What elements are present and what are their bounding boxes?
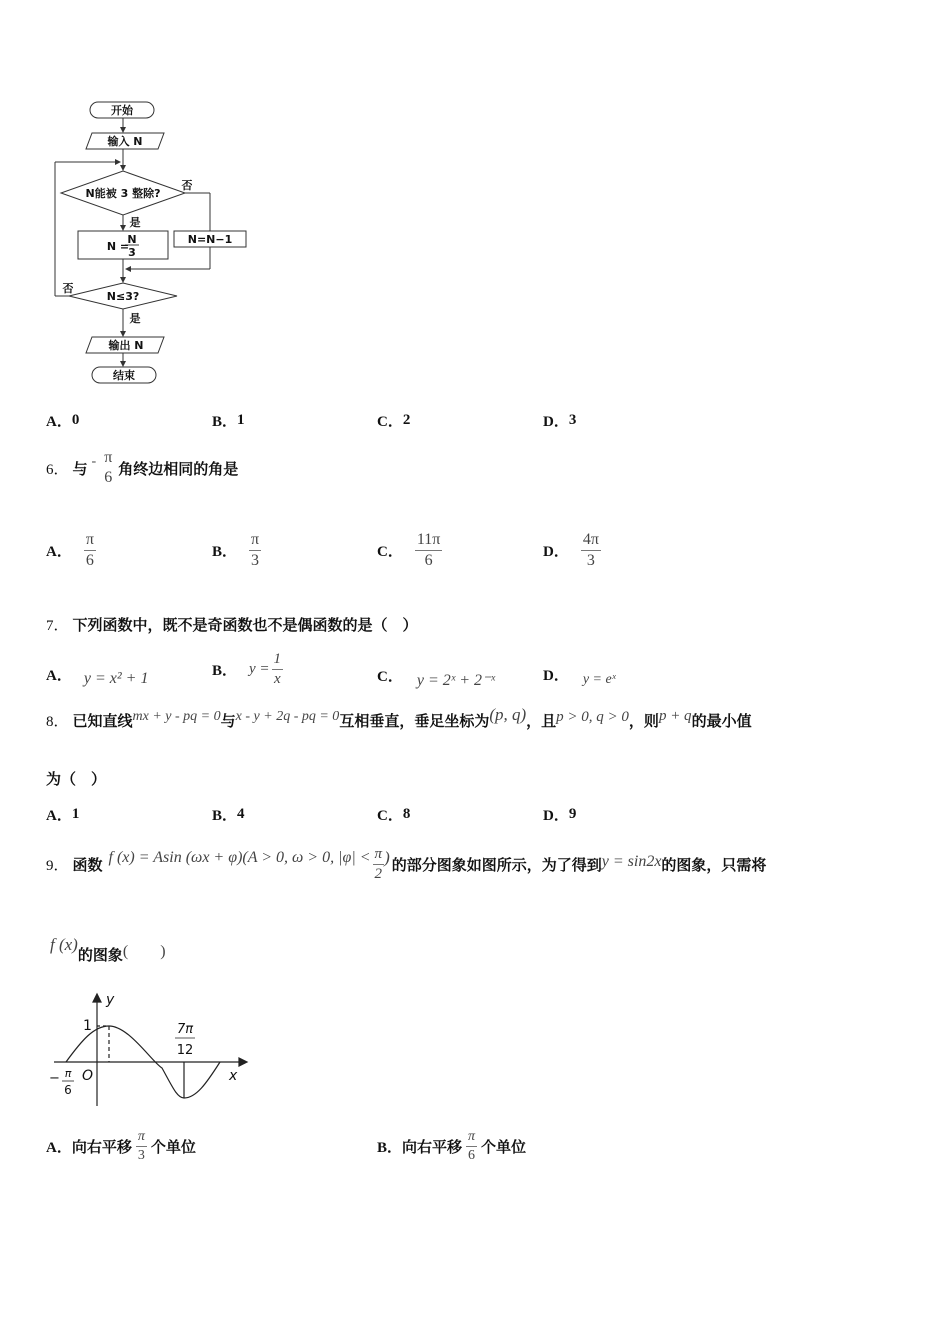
input-label: 输入 N <box>107 135 143 148</box>
output-label: 输出 N <box>108 339 144 352</box>
assign-den: 3 <box>128 246 136 259</box>
q6-option-d[interactable]: D． $\frac{4\pi}{3}$ <box>543 531 599 569</box>
flowchart <box>40 95 270 395</box>
q8-stem: 8． 已知直线 mx + y - pq = 0 与 x - y + 2q - pq = 0 互相垂直，垂足坐标为 (p, q) ，且 p > 0, q > 0 ，则 p + q 的最小值 <box>46 704 752 730</box>
q8-option-d[interactable]: D． 9 <box>543 806 577 824</box>
q7-option-d[interactable]: D． y = eˣ <box>543 667 616 687</box>
origin-label: O <box>82 1068 94 1084</box>
q5-option-b[interactable]: B． 1 <box>212 412 245 430</box>
start-label: 开始 <box>111 104 133 117</box>
q6-stem: 6． 与 - π 6 角终边相同的角是 <box>46 449 239 486</box>
decision2-label: N≤3? <box>106 290 140 303</box>
left-den: 6 <box>64 1083 72 1097</box>
q5-option-a[interactable]: A． 0 <box>46 412 80 430</box>
right-num: 7π <box>176 1022 194 1037</box>
assign-lhs: N = <box>106 240 130 253</box>
q5-option-d[interactable]: D． 3 <box>543 412 577 430</box>
assign-num: N <box>127 233 137 246</box>
sine-graph <box>44 988 254 1108</box>
q8-option-a[interactable]: A． 1 <box>46 806 80 824</box>
q9-option-b[interactable]: B． 向右平移 $\frac{\pi}{6}$ 个单位 <box>377 1129 527 1163</box>
q7-option-a[interactable]: A． y = x² + 1 <box>46 667 149 687</box>
q7-option-b[interactable]: B． y = $\frac{1}{x}$ <box>212 651 282 687</box>
q8-option-c[interactable]: C． 8 <box>377 806 411 824</box>
right-den: 12 <box>176 1043 194 1058</box>
no1-label: 否 <box>181 179 193 192</box>
q8-stem-cont: 为（ ） <box>46 770 107 788</box>
left-num: π <box>64 1067 72 1080</box>
q7-stem: 7． 下列函数中，既不是奇函数也不是偶函数的是（ ） <box>46 616 418 634</box>
q9-stem: 9． 函数 f (x) = Asin (ωx + φ)(A > 0, ω > 0, |φ| < $\frac{\pi}{2}$ ) 的部分图象如图所示，为了得到 y = sin2x 的图象，只需将 <box>46 846 767 882</box>
q9-phi-bound: $\frac{\pi}{2}$ <box>374 846 383 882</box>
y-axis-label: y <box>106 992 115 1008</box>
yes1-label: 是 <box>129 216 141 229</box>
q6-option-a[interactable]: A． $\frac{\pi}{6}$ <box>46 531 94 569</box>
y-one-label: 1 <box>83 1018 92 1034</box>
q6-option-c[interactable]: C． $\frac{11\pi}{6}$ <box>377 531 441 569</box>
q7-option-c[interactable]: C． y = 2ˣ + 2⁻ˣ <box>377 668 496 689</box>
q6-stem-fraction: π 6 <box>104 449 113 486</box>
x-axis-label: x <box>229 1068 238 1084</box>
left-minus: − <box>49 1071 60 1086</box>
q6-option-b[interactable]: B． $\frac{\pi}{3}$ <box>212 531 260 569</box>
q9-stem-cont: f (x) 的图象 ( ) <box>50 934 166 964</box>
no2-label: 否 <box>62 282 74 295</box>
q5-option-c[interactable]: C． 2 <box>377 412 411 430</box>
q8-option-b[interactable]: B． 4 <box>212 806 245 824</box>
end-label: 结束 <box>113 369 135 382</box>
yes2-label: 是 <box>129 312 141 325</box>
q9-option-a[interactable]: A． 向右平移 $\frac{\pi}{3}$ 个单位 <box>46 1129 196 1163</box>
decision1-label: N能被 3 整除? <box>85 187 161 200</box>
decrement-label: N=N−1 <box>187 233 233 246</box>
